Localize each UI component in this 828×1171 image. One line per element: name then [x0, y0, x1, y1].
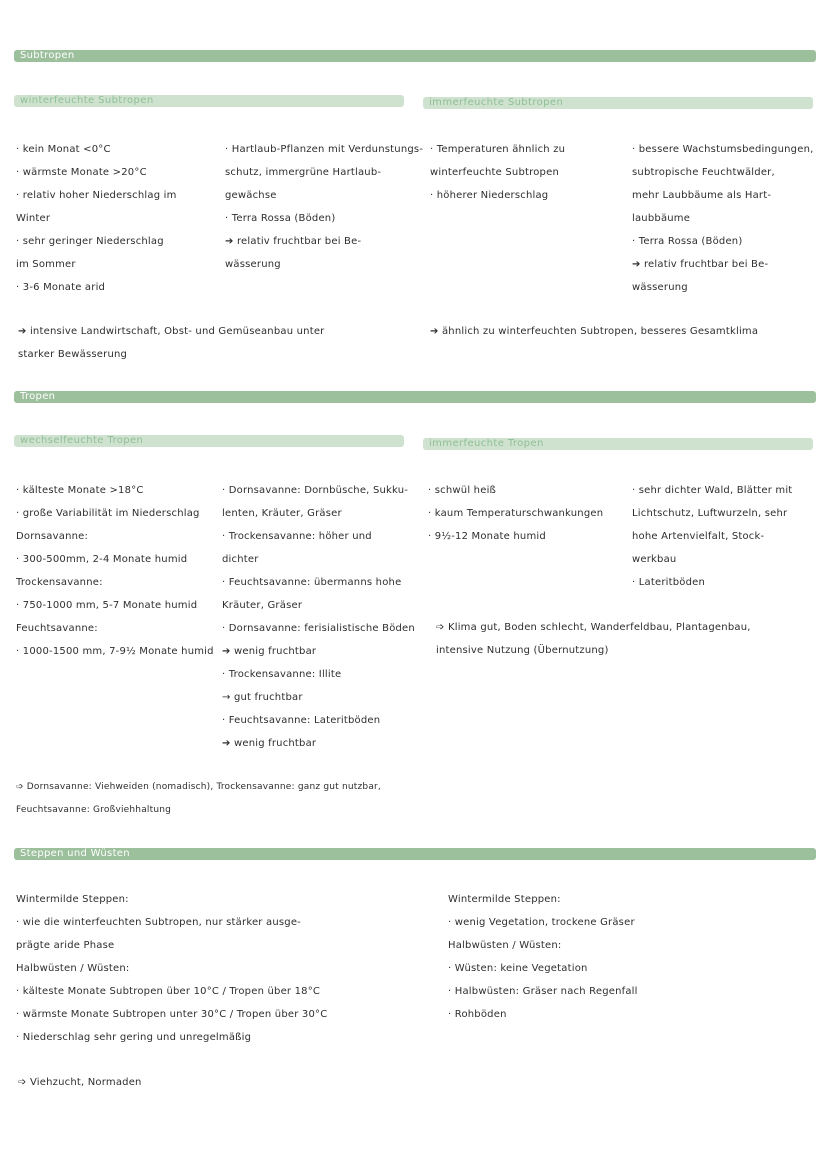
list-item: Halbwüsten / Wüsten:	[448, 940, 562, 951]
section-tropen-header: Tropen	[14, 391, 816, 403]
wechselfeucht-tropen-conclusion	[16, 776, 381, 822]
list-item: · Rohböden	[448, 1009, 507, 1020]
list-item: ➔ wenig fruchtbar	[222, 738, 317, 749]
list-item: winterfeuchte Subtropen	[430, 167, 559, 178]
section-steppen-header: Steppen und Wüsten	[14, 848, 816, 860]
conclusion-line: intensive Nutzung (Übernutzung)	[436, 645, 609, 656]
conclusion-line: ➔ ähnlich zu winterfeuchten Subtropen, besseres Gesamtklima	[430, 326, 759, 337]
list-item: Halbwüsten / Wüsten:	[16, 963, 130, 974]
list-item: · Dornsavanne: ferisialistische Böden	[222, 623, 415, 634]
winterfeuchte-subtropen-header: winterfeuchte Subtropen	[14, 95, 404, 107]
list-item: · 3-6 Monate arid	[16, 282, 106, 293]
immerfeucht-tropen-vegetation-list	[632, 479, 792, 594]
list-item: subtropische Feuchtwälder,	[632, 167, 775, 178]
list-item: → gut fruchtbar	[222, 692, 303, 703]
immerfeuchte-subtropen-header: immerfeuchte Subtropen	[423, 97, 813, 109]
list-item: gewächse	[225, 190, 277, 201]
list-item: · 300-500mm, 2-4 Monate humid	[16, 554, 188, 565]
conclusion-line: ➩ Dornsavanne: Viehweiden (nomadisch), Trockensavanne: ganz gut nutzbar,	[16, 782, 381, 792]
list-item: · Feuchtsavanne: Lateritböden	[222, 715, 381, 726]
list-item: · große Variabilität im Niederschlag	[16, 508, 200, 519]
list-item: prägte aride Phase	[16, 940, 115, 951]
wechselfeuchte-tropen-header: wechselfeuchte Tropen	[14, 435, 404, 447]
list-item: Kräuter, Gräser	[222, 600, 303, 611]
list-item: wässerung	[632, 282, 688, 293]
list-item: hohe Artenvielfalt, Stock-	[632, 531, 765, 542]
list-item: · kälteste Monate Subtropen über 10°C / Tropen über 18°C	[16, 986, 321, 997]
list-item: werkbau	[632, 554, 677, 565]
list-item: · 750-1000 mm, 5-7 Monate humid	[16, 600, 198, 611]
conclusion-line: ➩ Viehzucht, Normaden	[18, 1077, 142, 1088]
winterfeucht-subtropen-climate-list	[16, 138, 177, 299]
steppen-climate-list	[16, 888, 327, 1049]
list-item: · 9½-12 Monate humid	[428, 531, 546, 542]
conclusion-line: ➩ Klima gut, Boden schlecht, Wanderfeldbau, Plantagenbau,	[436, 622, 751, 633]
list-item: · sehr dichter Wald, Blätter mit	[632, 485, 793, 496]
immerfeucht-tropen-conclusion	[436, 616, 751, 662]
list-item: Dornsavanne:	[16, 531, 89, 542]
list-item: · Dornsavanne: Dornbüsche, Sukku-	[222, 485, 409, 496]
immerfeucht-subtropen-vegetation-list	[632, 138, 814, 299]
list-item: · Halbwüsten: Gräser nach Regenfall	[448, 986, 638, 997]
list-item: · Lateritböden	[632, 577, 706, 588]
immerfeucht-tropen-climate-list	[428, 479, 603, 548]
list-item: ➔ wenig fruchtbar	[222, 646, 317, 657]
list-item: · wie die winterfeuchten Subtropen, nur stärker ausge-	[16, 917, 301, 928]
list-item: · schwül heiß	[428, 485, 497, 496]
immerfeuchte-tropen-header: immerfeuchte Tropen	[423, 438, 813, 450]
list-item: · Terra Rossa (Böden)	[632, 236, 743, 247]
list-item: · Feuchtsavanne: übermanns hohe	[222, 577, 402, 588]
list-item: · Temperaturen ähnlich zu	[430, 144, 566, 155]
conclusion-line: starker Bewässerung	[18, 349, 128, 360]
list-item: · Wüsten: keine Vegetation	[448, 963, 588, 974]
list-item: mehr Laubbäume als Hart-	[632, 190, 772, 201]
list-item: dichter	[222, 554, 259, 565]
list-item: · wärmste Monate >20°C	[16, 167, 147, 178]
list-item: · wenig Vegetation, trockene Gräser	[448, 917, 635, 928]
list-item: · wärmste Monate Subtropen unter 30°C / Tropen über 30°C	[16, 1009, 328, 1020]
list-item: ➔ relativ fruchtbar bei Be-	[225, 236, 362, 247]
conclusion-line: Feuchtsavanne: Großviehhaltung	[16, 805, 172, 815]
list-item: Trockensavanne:	[16, 577, 103, 588]
list-item: · kaum Temperaturschwankungen	[428, 508, 604, 519]
wechselfeucht-tropen-climate-list	[16, 479, 214, 663]
list-item: lenten, Kräuter, Gräser	[222, 508, 342, 519]
immerfeucht-subtropen-conclusion	[430, 320, 758, 343]
list-item: Lichtschutz, Luftwurzeln, sehr	[632, 508, 788, 519]
list-item: · Trockensavanne: höher und	[222, 531, 372, 542]
list-item: ➔ relativ fruchtbar bei Be-	[632, 259, 769, 270]
list-item: Wintermilde Steppen:	[448, 894, 561, 905]
list-item: laubbäume	[632, 213, 691, 224]
list-item: · 1000-1500 mm, 7-9½ Monate humid	[16, 646, 214, 657]
list-item: · höherer Niederschlag	[430, 190, 549, 201]
list-item: · Niederschlag sehr gering und unregelmäßig	[16, 1032, 252, 1043]
list-item: im Sommer	[16, 259, 76, 270]
list-item: · Hartlaub-Pflanzen mit Verdunstungs-	[225, 144, 424, 155]
section-subtropen-header: Subtropen	[14, 50, 816, 62]
list-item: · relativ hoher Niederschlag im	[16, 190, 177, 201]
list-item: · kein Monat <0°C	[16, 144, 111, 155]
list-item: wässerung	[225, 259, 281, 270]
conclusion-line: ➔ intensive Landwirtschaft, Obst- und Gemüseanbau unter	[18, 326, 325, 337]
list-item: Wintermilde Steppen:	[16, 894, 129, 905]
list-item: · kälteste Monate >18°C	[16, 485, 144, 496]
winterfeucht-subtropen-vegetation-list	[225, 138, 423, 276]
list-item: Feuchtsavanne:	[16, 623, 98, 634]
steppen-vegetation-list	[448, 888, 638, 1026]
immerfeucht-subtropen-climate-list	[430, 138, 565, 207]
list-item: Winter	[16, 213, 51, 224]
list-item: schutz, immergrüne Hartlaub-	[225, 167, 382, 178]
list-item: · bessere Wachstumsbedingungen,	[632, 144, 814, 155]
winterfeucht-subtropen-conclusion	[18, 320, 325, 366]
list-item: · Terra Rossa (Böden)	[225, 213, 336, 224]
wechselfeucht-tropen-vegetation-list	[222, 479, 415, 755]
list-item: · Trockensavanne: Illite	[222, 669, 342, 680]
steppen-conclusion	[18, 1071, 142, 1094]
list-item: · sehr geringer Niederschlag	[16, 236, 164, 247]
